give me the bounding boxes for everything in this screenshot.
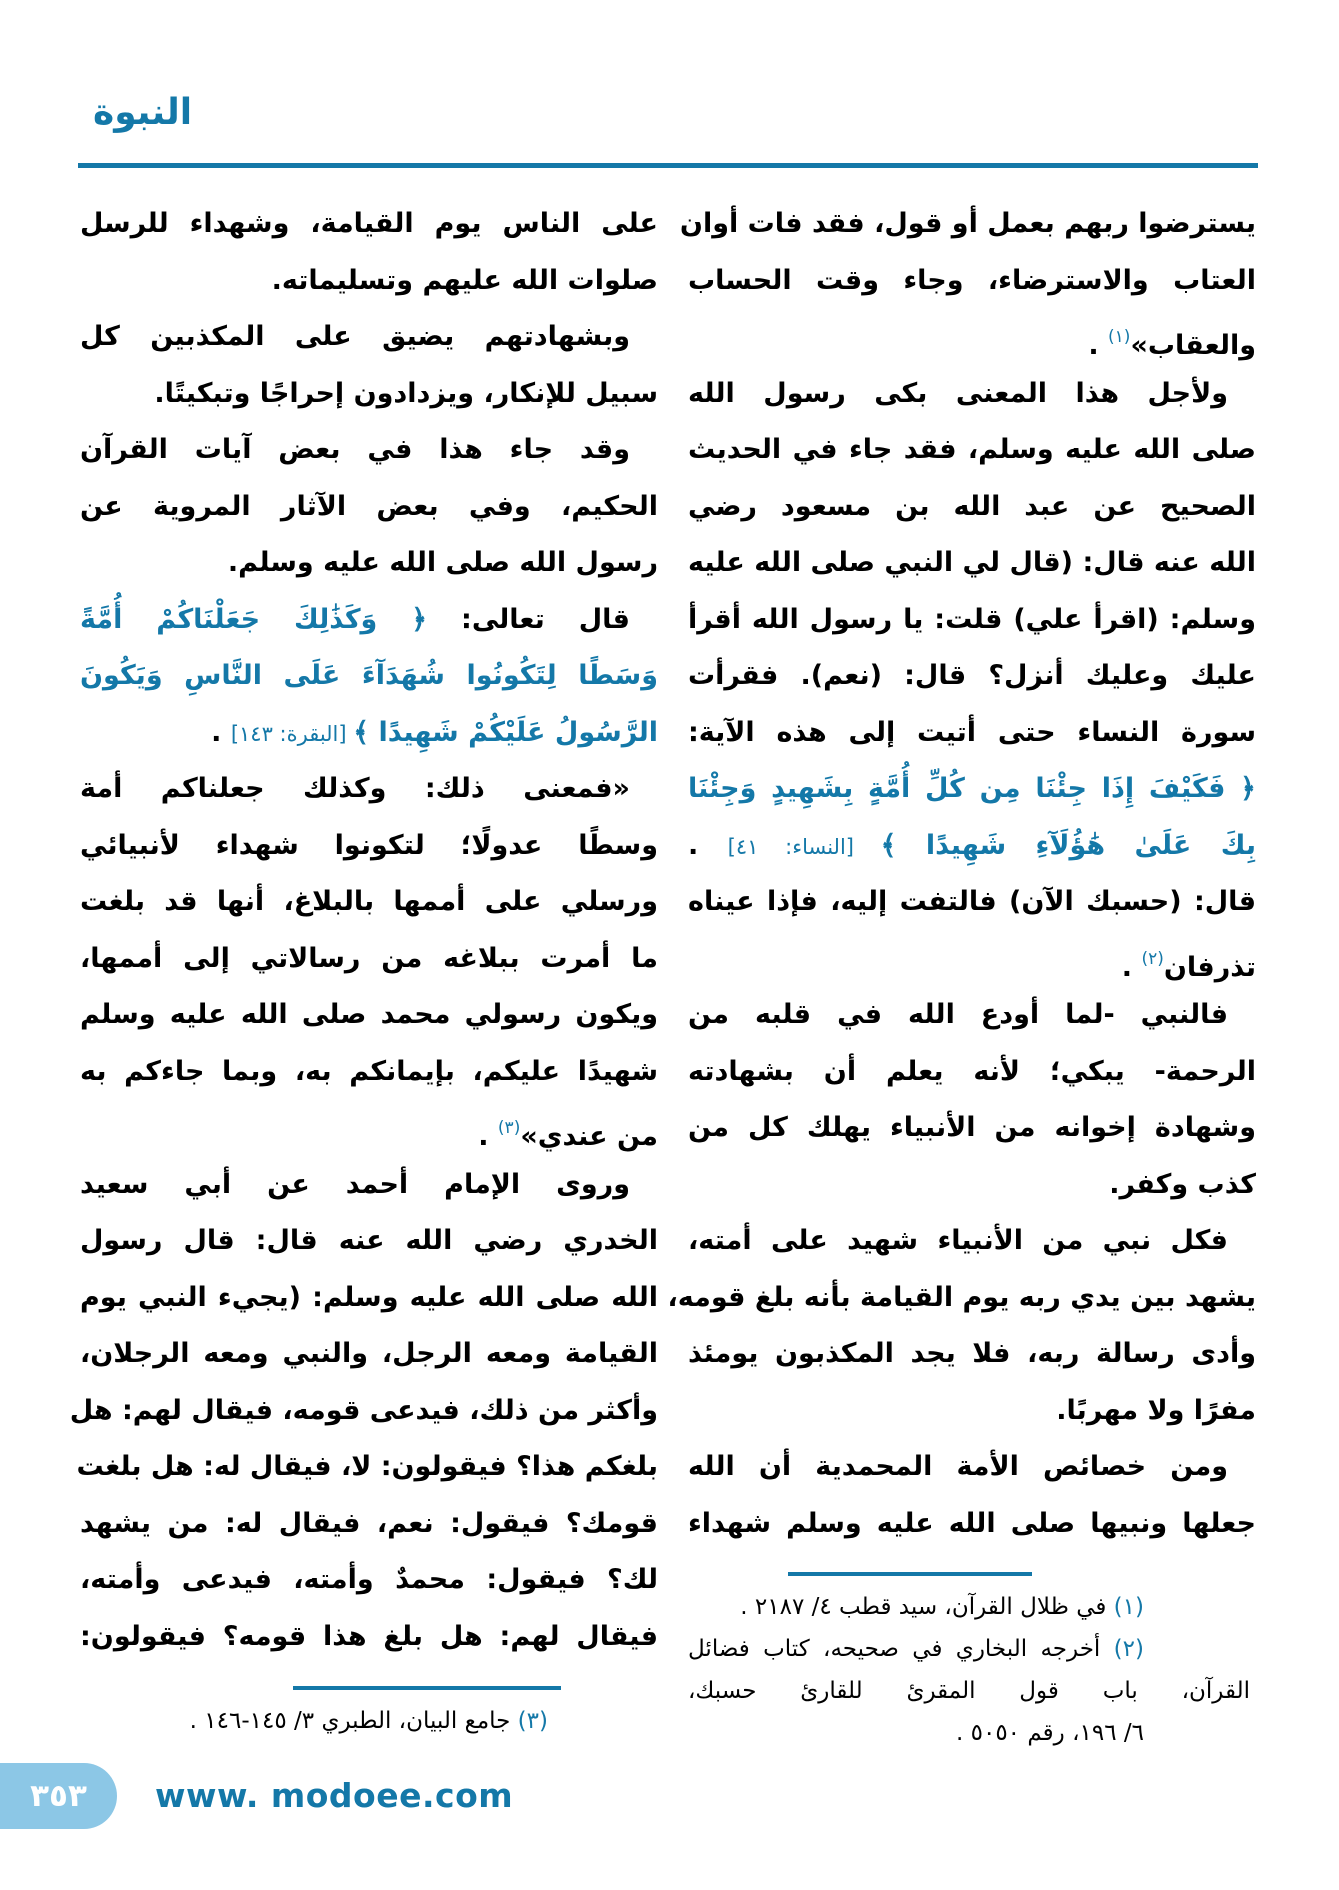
text-line bbox=[688, 1439, 1256, 1496]
text-line bbox=[80, 1496, 658, 1553]
body-text: مفرًا ولا مهربًا. bbox=[1056, 1394, 1256, 1426]
body-text: قال تعالى: bbox=[427, 603, 630, 635]
text-line bbox=[688, 479, 1256, 536]
body-text: وأدى رسالة ربه، فلا يجد المكذبون يومئذ bbox=[688, 1338, 1256, 1369]
quran-text: وَسَطًا لِتَكُونُوا شُهَدَآءَ عَلَى النَّاسِ وَيَكُونَ bbox=[80, 660, 658, 691]
text-line bbox=[688, 253, 1256, 310]
text-line bbox=[80, 874, 658, 931]
text-line bbox=[80, 196, 658, 253]
text-line bbox=[80, 1044, 658, 1101]
text-line bbox=[80, 253, 658, 310]
footnote-separator bbox=[293, 1686, 561, 1690]
body-text: الله صلى الله عليه وسلم: (يجيء النبي يوم bbox=[80, 1281, 658, 1313]
verse-reference: [النساء: ٤١] bbox=[727, 834, 881, 859]
body-text: الصحيح عن عبد الله بن مسعود رضي bbox=[688, 490, 1256, 522]
body-text: ما أمرت ببلاغه من رسالاتي إلى أممها، bbox=[80, 942, 658, 974]
body-text: الرحمة- يبكي؛ لأنه يعلم أن بشهادته bbox=[688, 1055, 1256, 1087]
body-text: وروى الإمام أحمد عن أبي سعيد bbox=[80, 1168, 630, 1200]
text-line bbox=[688, 987, 1256, 1044]
text-line bbox=[688, 1326, 1256, 1383]
body-text: العتاب والاسترضاء، وجاء وقت الحساب bbox=[688, 264, 1256, 296]
text-line bbox=[80, 592, 658, 649]
text-line bbox=[688, 1044, 1256, 1101]
text-line bbox=[80, 1326, 658, 1383]
text-line bbox=[688, 1712, 1256, 1754]
text-line bbox=[688, 1496, 1256, 1553]
body-text: فالنبي -لما أودع الله في قلبه من bbox=[688, 999, 1228, 1030]
quran-text: بِكَ عَلَىٰ هَٰؤُلَآءِ شَهِيدًا ﴾ bbox=[880, 829, 1256, 861]
body-text: فكل نبي من الأنبياء شهيد على أمته، bbox=[688, 1225, 1228, 1256]
quran-text: ﴿ وَكَذَٰلِكَ جَعَلْنَاكُمْ أُمَّةً bbox=[80, 603, 428, 635]
text-line bbox=[688, 1586, 1256, 1628]
body-text: وقد جاء هذا في بعض آيات القرآن bbox=[80, 434, 630, 465]
footnote-ref-marker: (١) bbox=[1108, 327, 1131, 347]
footnote-text: أخرجه البخاري في صحيحه، كتاب فضائل bbox=[688, 1636, 1101, 1662]
body-text: . bbox=[1088, 330, 1109, 361]
body-text: وسطًا عدولًا؛ لتكونوا شهداء لأنبيائي bbox=[80, 829, 658, 861]
text-line bbox=[688, 818, 1256, 875]
body-text: رسول الله صلى الله عليه وسلم. bbox=[227, 547, 658, 578]
body-text: عليك وعليك أنزل؟ قال: (نعم). فقرأت bbox=[688, 660, 1256, 691]
body-text: فيقال لهم: هل بلغ هذا قومه؟ فيقولون: bbox=[80, 1620, 658, 1652]
body-text: الخدري رضي الله عنه قال: قال رسول bbox=[80, 1225, 658, 1256]
text-line bbox=[80, 535, 658, 592]
body-text: قال: (حسبك الآن) فالتفت إليه، فإذا عيناه bbox=[688, 886, 1256, 917]
body-text: على الناس يوم القيامة، وشهداء للرسل bbox=[80, 208, 658, 239]
text-line bbox=[80, 422, 658, 479]
text-line bbox=[80, 1609, 658, 1666]
text-line bbox=[69, 1383, 658, 1440]
text-line bbox=[688, 422, 1256, 479]
body-text: القيامة ومعه الرجل، والنبي ومعه الرجلان، bbox=[80, 1338, 658, 1369]
text-line bbox=[80, 761, 658, 818]
body-text: . bbox=[1121, 951, 1142, 983]
text-line bbox=[80, 818, 658, 875]
page-title: النبوة bbox=[93, 92, 193, 133]
body-text: . bbox=[478, 1121, 498, 1152]
text-line bbox=[688, 1157, 1256, 1214]
body-text: يسترضوا ربهم بعمل أو قول، فقد فات أوان bbox=[679, 208, 1256, 239]
body-text: يشهد بين يدي ربه يوم القيامة بأنه بلغ قومه، bbox=[667, 1281, 1256, 1313]
text-column-right bbox=[667, 196, 1256, 1552]
footnote-separator bbox=[788, 1572, 1032, 1576]
footnote-text: جامع البيان، الطبري ٣/ ١٤٥-١٤٦ . bbox=[189, 1708, 511, 1734]
body-text: وأكثر من ذلك، فيدعى قومه، فيقال لهم: هل bbox=[69, 1394, 658, 1426]
text-line bbox=[80, 705, 658, 762]
body-text: ولأجل هذا المعنى بكى رسول الله bbox=[688, 377, 1228, 409]
footnote-ref-marker: (٢) bbox=[1141, 948, 1164, 969]
body-text: صلى الله عليه وسلم، فقد جاء في الحديث bbox=[688, 434, 1256, 465]
body-text: بلغكم هذا؟ فيقولون: لا، فيقال له: هل بلغت bbox=[76, 1451, 658, 1482]
text-line bbox=[688, 931, 1256, 988]
footnote-marker: (١) bbox=[1106, 1594, 1144, 1620]
text-line bbox=[688, 366, 1256, 423]
text-line bbox=[80, 1157, 658, 1214]
text-line bbox=[80, 1213, 658, 1270]
body-text: كذب وكفر. bbox=[1109, 1168, 1256, 1200]
body-text: وبشهادتهم يضيق على المكذبين كل bbox=[80, 321, 630, 352]
body-text: من عندي» bbox=[520, 1121, 658, 1152]
text-line bbox=[688, 761, 1256, 818]
footnotes-right bbox=[688, 1572, 1256, 1754]
text-line bbox=[679, 196, 1256, 253]
footnote-lines bbox=[80, 1700, 658, 1742]
text-line bbox=[688, 592, 1256, 649]
body-text: صلوات الله عليهم وتسليماته. bbox=[271, 264, 658, 296]
footnote-text: القرآن، باب قول المقرئ للقارئ حسبك، bbox=[688, 1678, 1250, 1704]
text-line bbox=[80, 366, 658, 423]
footnote-text: في ظلال القرآن، سيد قطب ٤/ ٢١٨٧ . bbox=[740, 1594, 1107, 1620]
text-line bbox=[76, 1439, 658, 1496]
body-text: والعقاب» bbox=[1130, 330, 1256, 361]
page-number-badge bbox=[0, 1763, 117, 1829]
body-text: . bbox=[688, 829, 728, 861]
body-text: . bbox=[211, 716, 231, 748]
body-text: «فمعنى ذلك: وكذلك جعلناكم أمة bbox=[80, 773, 630, 804]
body-text: جعلها ونبيها صلى الله عليه وسلم شهداء bbox=[688, 1507, 1256, 1539]
text-line bbox=[688, 874, 1256, 931]
body-text: الحكيم، وفي بعض الآثار المروية عن bbox=[80, 490, 658, 522]
text-line bbox=[80, 1552, 658, 1609]
body-text: ويكون رسولي محمد صلى الله عليه وسلم bbox=[80, 999, 658, 1030]
text-line bbox=[80, 1270, 658, 1327]
body-text: لك؟ فيقول: محمدٌ وأمته، فيدعى وأمته، bbox=[80, 1564, 658, 1595]
text-line bbox=[688, 309, 1256, 366]
header-divider bbox=[78, 163, 1258, 168]
body-text: تذرفان bbox=[1163, 951, 1256, 983]
text-column-left bbox=[69, 196, 658, 1665]
body-text: سبيل للإنكار، ويزدادون إحراجًا وتبكيتًا. bbox=[154, 377, 658, 409]
footnotes-left bbox=[80, 1686, 658, 1742]
text-line bbox=[80, 479, 658, 536]
body-text: ورسلي على أممها بالبلاغ، أنها قد بلغت bbox=[80, 886, 658, 917]
body-text: قومك؟ فيقول: نعم، فيقال له: من يشهد bbox=[80, 1507, 658, 1539]
body-text: وسلم: (اقرأ علي) قلت: يا رسول الله أقرأ bbox=[688, 603, 1256, 635]
footnote-text: ٦/ ١٩٦، رقم ٥٠٥٠ . bbox=[956, 1720, 1144, 1746]
body-text: شهيدًا عليكم، بإيمانكم به، وبما جاءكم به bbox=[80, 1055, 658, 1087]
text-line bbox=[80, 1100, 658, 1157]
quran-text: الرَّسُولُ عَلَيْكُمْ شَهِيدًا ﴾ bbox=[353, 716, 658, 748]
body-text: سورة النساء حتى أتيت إلى هذه الآية: bbox=[688, 716, 1256, 748]
verse-reference: [البقرة: ١٤٣] bbox=[230, 721, 354, 746]
text-line bbox=[688, 705, 1256, 762]
text-line bbox=[688, 535, 1256, 592]
text-line bbox=[688, 1670, 1256, 1712]
text-line bbox=[688, 1100, 1256, 1157]
quran-text: ﴿ فَكَيْفَ إِذَا جِئْنَا مِن كُلِّ أُمَّةٍ بِشَهِيدٍ وَجِئْنَا bbox=[688, 773, 1256, 804]
page-number: ٣٥٣ bbox=[30, 1778, 87, 1814]
text-line bbox=[80, 987, 658, 1044]
footnote-lines bbox=[688, 1586, 1256, 1754]
website-link[interactable]: www. modoee.com bbox=[155, 1776, 514, 1815]
text-line bbox=[688, 648, 1256, 705]
text-line bbox=[80, 309, 658, 366]
footnote-ref-marker: (٣) bbox=[497, 1118, 521, 1138]
footnote-marker: (٢) bbox=[1100, 1636, 1144, 1662]
text-line bbox=[80, 931, 658, 988]
body-text: وشهادة إخوانه من الأنبياء يهلك كل من bbox=[688, 1112, 1256, 1143]
text-line bbox=[80, 648, 658, 705]
text-line bbox=[667, 1270, 1256, 1327]
text-line bbox=[688, 1628, 1256, 1670]
text-line bbox=[688, 1383, 1256, 1440]
text-line bbox=[688, 1213, 1256, 1270]
body-text: ومن خصائص الأمة المحمدية أن الله bbox=[688, 1451, 1228, 1482]
footnote-marker: (٣) bbox=[510, 1708, 548, 1734]
body-text: الله عنه قال: (قال لي النبي صلى الله عليه bbox=[688, 547, 1256, 578]
text-line bbox=[80, 1700, 658, 1742]
